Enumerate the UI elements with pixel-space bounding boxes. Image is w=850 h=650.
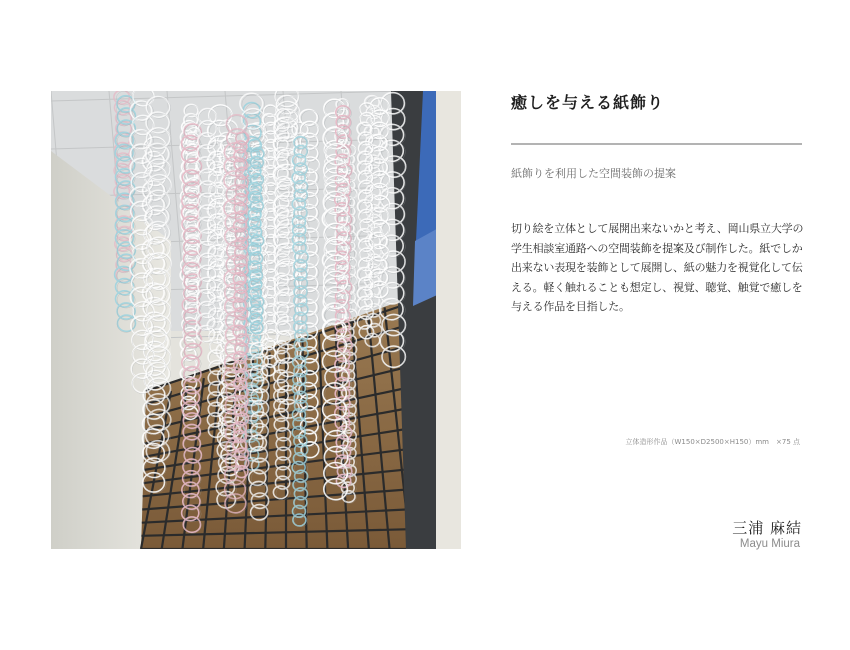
artwork-subtitle: 紙飾りを利用した空間装飾の提案: [511, 167, 676, 180]
artwork-title: 癒しを与える紙飾り: [511, 93, 665, 112]
author-name-ja: 三浦 麻結: [732, 519, 802, 537]
title-divider: [511, 143, 802, 145]
artwork-description: [511, 219, 811, 317]
description-line: 出来ない表現を装飾として展開し、紙の魅力を視覚化して伝: [511, 261, 803, 275]
artwork-spec: 立体造形作品（W150×D2500×H150）mm ×75 点: [625, 438, 800, 446]
description-line: 切り絵を立体として展開出来ないかと考え、岡山県立大学の: [511, 222, 804, 235]
description-line: 学生相談室通路への空間装飾を提案及び制作した。紙でしか: [511, 241, 803, 255]
artwork-photo: [51, 91, 461, 549]
description-line: 与える作品を目指した。: [511, 300, 630, 314]
description-line: える。軽く触れることも想定し、視覚、聴覚、触覚で癒しを: [511, 280, 803, 294]
author-name-en: Mayu Miura: [739, 538, 800, 550]
